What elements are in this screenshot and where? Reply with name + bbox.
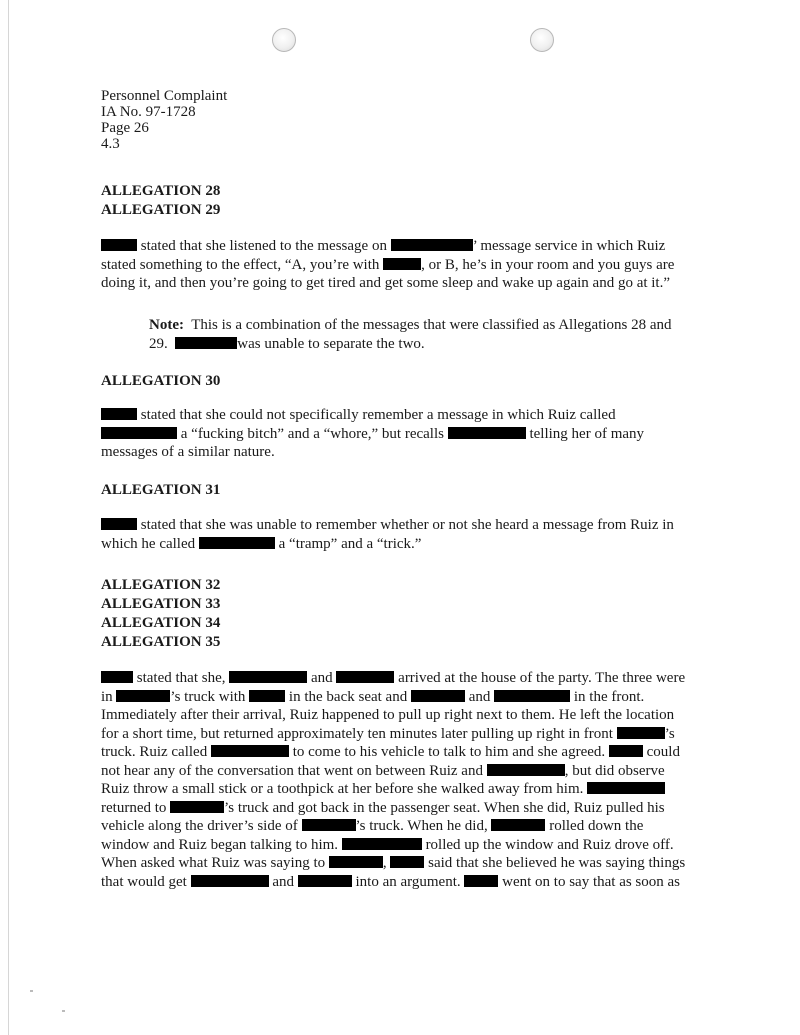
paragraph-allegation-30: stated that she could not specifically remember a message in which Ruiz called a “fucking bitch” and a “whore,” but recalls telling her of many messages of a similar nature. [101, 407, 645, 460]
scan-speck [30, 990, 33, 992]
punch-hole-left [272, 28, 296, 52]
redaction [101, 239, 137, 251]
header-title: Personnel Complaint [101, 88, 228, 104]
heading-allegation-28: ALLEGATION 28 [101, 183, 221, 199]
redaction [101, 518, 137, 530]
redaction [491, 819, 545, 831]
redaction [101, 671, 133, 683]
scan-speck [62, 1010, 65, 1012]
heading-allegation-33: ALLEGATION 33 [101, 596, 221, 612]
redaction [448, 427, 526, 439]
paragraph-allegation-32-35: stated that she, and arrived at the house of the party. The three were in ’s truck with in the back seat and and in the front. Immediately after their arrival, Ruiz happened to pull up right next to them. He left the location for a short time, but returned approximately ten minutes later pulling up right in front ’s truck. Ruiz called to come to his vehicle to talk to him and she agreed. could not hear any of the conversation that went on between Ruiz and , but did observe Ruiz throw a small stick or a toothpick at her before she walked away from him. returned to ’s truck and got back in the passenger seat. When she did, Ruiz pulled his vehicle along the driver’s side of ’s truck. When he did, rolled down the window and Ruiz began talking to him. rolled up the window and Ruiz drove off. When asked what Ruiz was saying to , said that she believed he was saying things that would get and into an argument. went on to say that as soon as [101, 670, 686, 890]
redaction [383, 258, 421, 270]
redaction [617, 727, 665, 739]
redaction [101, 427, 177, 439]
paragraph-allegation-31: stated that she was unable to remember whether or not she heard a message from Ruiz in which he called a “tramp” and a “trick.” [101, 517, 674, 552]
punch-hole-right [530, 28, 554, 52]
redaction [464, 875, 498, 887]
note-label: Note: [149, 317, 184, 333]
redaction [175, 337, 237, 349]
redaction [211, 745, 289, 757]
allegation-28-29-headings [101, 182, 711, 220]
heading-allegation-30: ALLEGATION 30 [101, 373, 221, 389]
header-case-number: IA No. 97-1728 [101, 104, 196, 120]
heading-allegation-34: ALLEGATION 34 [101, 615, 221, 631]
header-section: 4.3 [101, 136, 120, 152]
redaction [298, 875, 352, 887]
redaction [101, 408, 137, 420]
header-page-number: Page 26 [101, 120, 149, 136]
redaction [390, 856, 424, 868]
heading-allegation-31: ALLEGATION 31 [101, 482, 221, 498]
redaction [411, 690, 465, 702]
paragraph-allegation-28-29: stated that she listened to the message on ’ message service in which Ruiz stated something to the effect, “A, you’re with , or B, he’s in your room and you guys are doing it, and then you’re going to get tired and get some sleep and wake up again and go at it.” [101, 238, 675, 291]
redaction [609, 745, 643, 757]
redaction [587, 782, 665, 794]
document-header [101, 88, 227, 152]
note-paragraph: Note: This is a combination of the messages that were classified as Allegations 28 and 29. was unable to separate the two. [149, 317, 672, 352]
redaction [391, 239, 473, 251]
redaction [116, 690, 170, 702]
allegation-30-heading-block [101, 372, 711, 391]
redaction [487, 764, 565, 776]
allegation-32-35-headings [101, 576, 711, 652]
heading-allegation-35: ALLEGATION 35 [101, 634, 221, 650]
scan-edge-line [8, 0, 9, 1035]
redaction [336, 671, 394, 683]
heading-allegation-29: ALLEGATION 29 [101, 202, 221, 218]
allegation-31-heading-block [101, 481, 711, 500]
redaction [249, 690, 285, 702]
redaction [342, 838, 422, 850]
redaction [329, 856, 383, 868]
redaction [229, 671, 307, 683]
redaction [170, 801, 224, 813]
redaction [494, 690, 570, 702]
heading-allegation-32: ALLEGATION 32 [101, 577, 221, 593]
redaction [302, 819, 356, 831]
redaction [191, 875, 269, 887]
redaction [199, 537, 275, 549]
